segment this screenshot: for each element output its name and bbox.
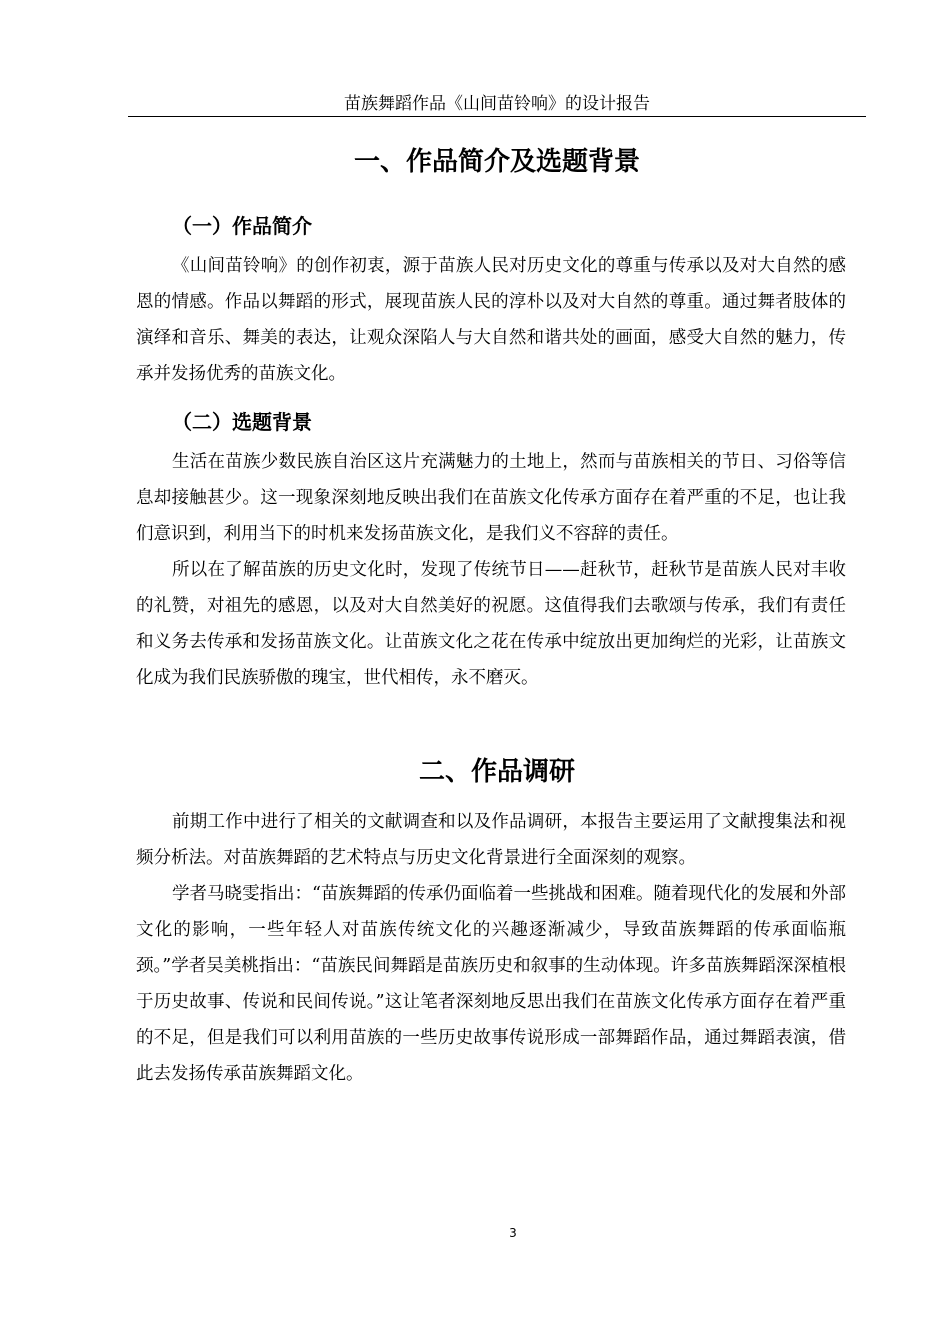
research-paragraph-1: 前期工作中进行了相关的文献调查和以及作品调研，本报告主要运用了文献搜集法和视频分析法。对苗族舞蹈的艺术特点与历史文化背景进行全面深刻的观察。 (136, 811, 846, 868)
background-paragraph-1: 生活在苗族少数民族自治区这片充满魅力的土地上，然而与苗族相关的节日、习俗等信息却接触甚少。这一现象深刻地反映出我们在苗族文化传承方面存在着严重的不足，也让我们意识到，利用当下的时机来发扬苗族文化，是我们义不容辞的责任。 (136, 451, 846, 544)
page-number: 3 (509, 1226, 517, 1240)
background-paragraph-2: 所以在了解苗族的历史文化时，发现了传统节日——赶秋节，赶秋节是苗族人民对丰收的礼赞，对祖先的感恩，以及对大自然美好的祝愿。这值得我们去歌颂与传承，我们有责任和义务去传承和发扬苗族文化。让苗族文化之花在传承中绽放出更加绚烂的光彩，让苗族文化成为我们民族骄傲的瑰宝，世代相传，永不磨灭。 (136, 559, 846, 688)
section-1-title: 一、作品简介及选题背景 (353, 147, 640, 177)
subsection-2-title: （二）选题背景 (172, 410, 312, 434)
subsection-1-title: （一）作品简介 (172, 214, 312, 238)
intro-paragraph: 《山间苗铃响》的创作初衷，源于苗族人民对历史文化的尊重与传承以及对大自然的感恩的情感。作品以舞蹈的形式，展现苗族人民的淳朴以及对大自然的尊重。通过舞者肢体的演绎和音乐、舞美的表达，让观众深陷人与大自然和谐共处的画面，感受大自然的魅力，传承并发扬优秀的苗族文化。 (136, 255, 846, 384)
running-header: 苗族舞蹈作品《山间苗铃响》的设计报告 (344, 94, 650, 114)
header-rule (128, 116, 866, 117)
research-paragraph-2: 学者马晓雯指出：“苗族舞蹈的传承仍面临着一些挑战和困难。随着现代化的发展和外部文化的影响，一些年轻人对苗族传统文化的兴趣逐渐减少，导致苗族舞蹈的传承面临瓶颈。”学者吴美桃指出：“苗族民间舞蹈是苗族历史和叙事的生动体现。许多苗族舞蹈深深植根于历史故事、传说和民间传说。”这让笔者深刻地反思出我们在苗族文化传承方面存在着严重的不足，但是我们可以利用苗族的一些历史故事传说形成一部舞蹈作品，通过舞蹈表演，借此去发扬传承苗族舞蹈文化。 (136, 883, 846, 1084)
section-2-title: 二、作品调研 (418, 757, 575, 787)
